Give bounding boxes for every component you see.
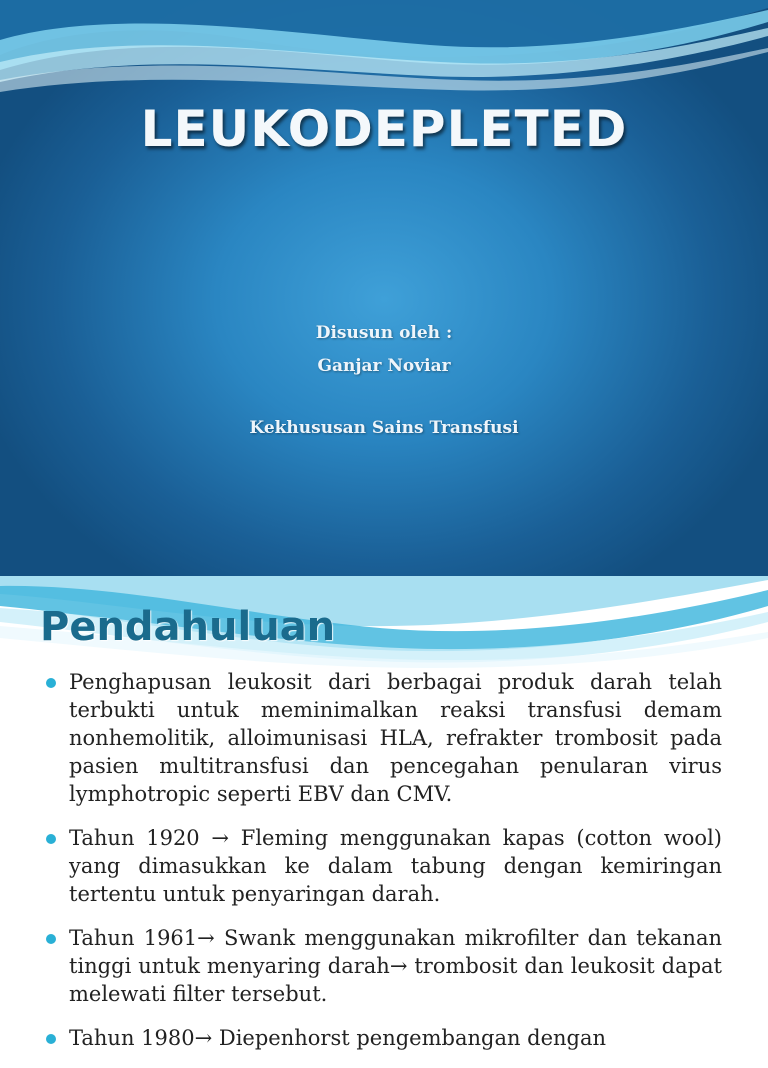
list-item — [46, 668, 722, 808]
bullet-text: Tahun 1920 → Fleming menggunakan kapas (cotton wool) yang dimasukkan ke dalam tabung dengan kemiringan tertentu untuk penyaringan darah. — [69, 826, 722, 906]
list-item — [46, 1024, 722, 1052]
author-name: Ganjar Noviar — [317, 356, 451, 376]
bullet-text: Penghapusan leukosit dari berbagai produk darah telah terbukti untuk meminimalkan reaksi transfusi demam nonhemolitik, alloimunisasi HLA, refrakter trombosit pada pasien multitransfusi dan pencegahan penularan virus lymphotropic seperti EBV dan CMV. — [69, 670, 722, 806]
slide-title: LEUKODEPLETED — [140, 100, 628, 158]
bullet-dot-icon — [46, 1034, 56, 1044]
bullet-dot-icon — [46, 934, 56, 944]
bullet-dot-icon — [46, 834, 56, 844]
section-title: Pendahuluan — [40, 604, 336, 650]
bullet-dot-icon — [46, 678, 56, 688]
list-item — [46, 924, 722, 1008]
bullet-text: Tahun 1961→ Swank menggunakan mikrofilter dan tekanan tinggi untuk menyaring darah→ trombosit dan leukosit dapat melewati filter tersebut. — [69, 926, 722, 1006]
bullet-list — [46, 668, 722, 1068]
author-affiliation: Kekhususan Sains Transfusi — [249, 418, 519, 438]
content-slide — [0, 576, 768, 1050]
list-item — [46, 824, 722, 908]
wave-decoration — [0, 0, 768, 110]
bullet-text: Tahun 1980→ Diepenhorst pengembangan dengan — [69, 1026, 607, 1050]
author-label: Disusun oleh : — [315, 323, 453, 343]
